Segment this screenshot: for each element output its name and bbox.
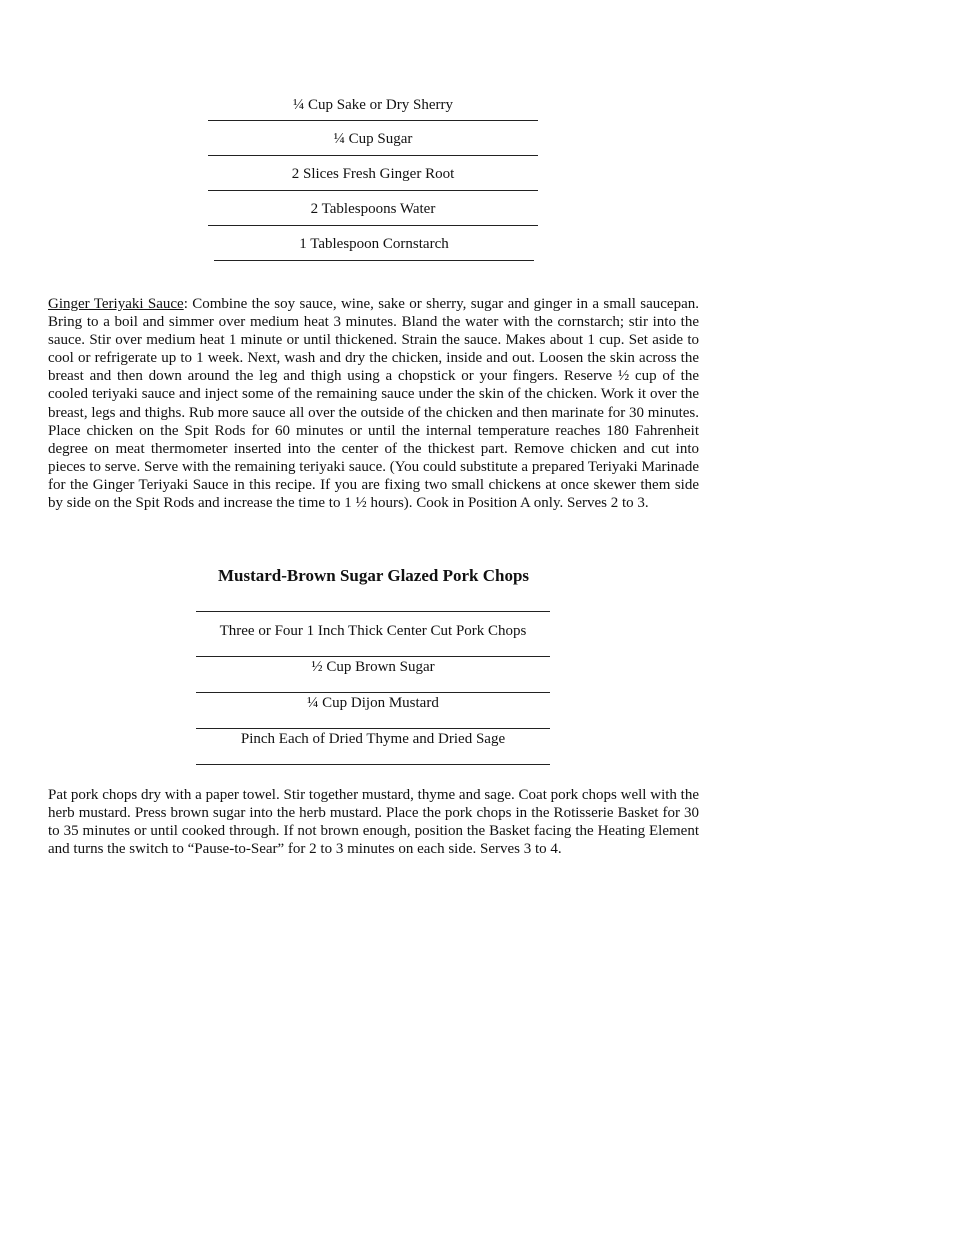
- pork-chops-instructions: Pat pork chops dry with a paper towel. Stir together mustard, thyme and sage. Coat pork chops well with the herb mustard. Press brown sugar into the herb mustard. Place the pork chops in the Rotisserie Basket for 30 to 35 minutes or until cooked through. If not brown enough, position the Basket facing the Heating Element and turns the switch to “Pause-to-Sear” for 2 to 3 minutes on each side. Serves 3 to 4.: [48, 787, 699, 858]
- teriyaki-ingredients-list: [208, 86, 538, 261]
- pork-chops-ingredients-list: [196, 611, 550, 765]
- recipe-title: Mustard-Brown Sugar Glazed Pork Chops: [217, 566, 530, 585]
- ingredient-text: Pinch Each of Dried Thyme and Dried Sage: [240, 731, 506, 747]
- ingredient-text: ¼ Cup Dijon Mustard: [307, 695, 439, 711]
- ingredient-row: [196, 693, 550, 729]
- ingredient-row: 2 Slices Fresh Ginger Root: [208, 156, 538, 191]
- divider: [196, 611, 550, 621]
- ingredient-text: ½ Cup Brown Sugar: [311, 659, 435, 675]
- ingredient-row: 1 Tablespoon Cornstarch: [214, 226, 534, 261]
- ingredient-row: 2 Tablespoons Water: [208, 191, 538, 226]
- teriyaki-instructions: [48, 295, 699, 512]
- sauce-label: Ginger Teriyaki Sauce: [48, 296, 184, 312]
- ingredient-row: [196, 729, 550, 765]
- ingredient-row: ¼ Cup Sugar: [208, 121, 538, 156]
- ingredient-text: Three or Four 1 Inch Thick Center Cut Pork Chops: [219, 623, 527, 639]
- ingredient-row: [196, 621, 550, 657]
- teriyaki-instructions-text: : Combine the soy sauce, wine, sake or sherry, sugar and ginger in a small saucepan. Bring to a boil and simmer over medium heat 3 minutes. Bland the water with the cornstarch; stir into the sauce. Stir over medium heat 1 minute or until thickened. Strain the sauce. Makes about 1 cup. Set aside to cool or refrigerate up to 1 week. Next, wash and dry the chicken, inside and out. Loosen the skin across the breast and then down around the leg and thigh using a chopstick or your fingers. Reserve ½ cup of the cooled teriyaki sauce and inject some of the remaining sauce under the skin of the chicken. Work it over the breast, legs and thighs. Rub more sauce all over the outside of the chicken and then marinate for 30 minutes. Place chicken on the Spit Rods for 60 minutes or until the internal temperature reaches 180 Fahrenheit degree on meat thermometer inserted into the center of the thickest part. Remove chicken and cut into pieces to serve. Serve with the remaining teriyaki sauce. (You could substitute a prepared Teriyaki Marinade for the Ginger Teriyaki Sauce in this recipe. If you are fixing two small chickens at once skewer them side by side on the Spit Rods and increase the time to 1 ½ hours). Cook in Position A only. Serves 2 to 3.: [48, 296, 699, 512]
- ingredient-row: ¼ Cup Sake or Dry Sherry: [208, 86, 538, 121]
- ingredient-row: [196, 657, 550, 693]
